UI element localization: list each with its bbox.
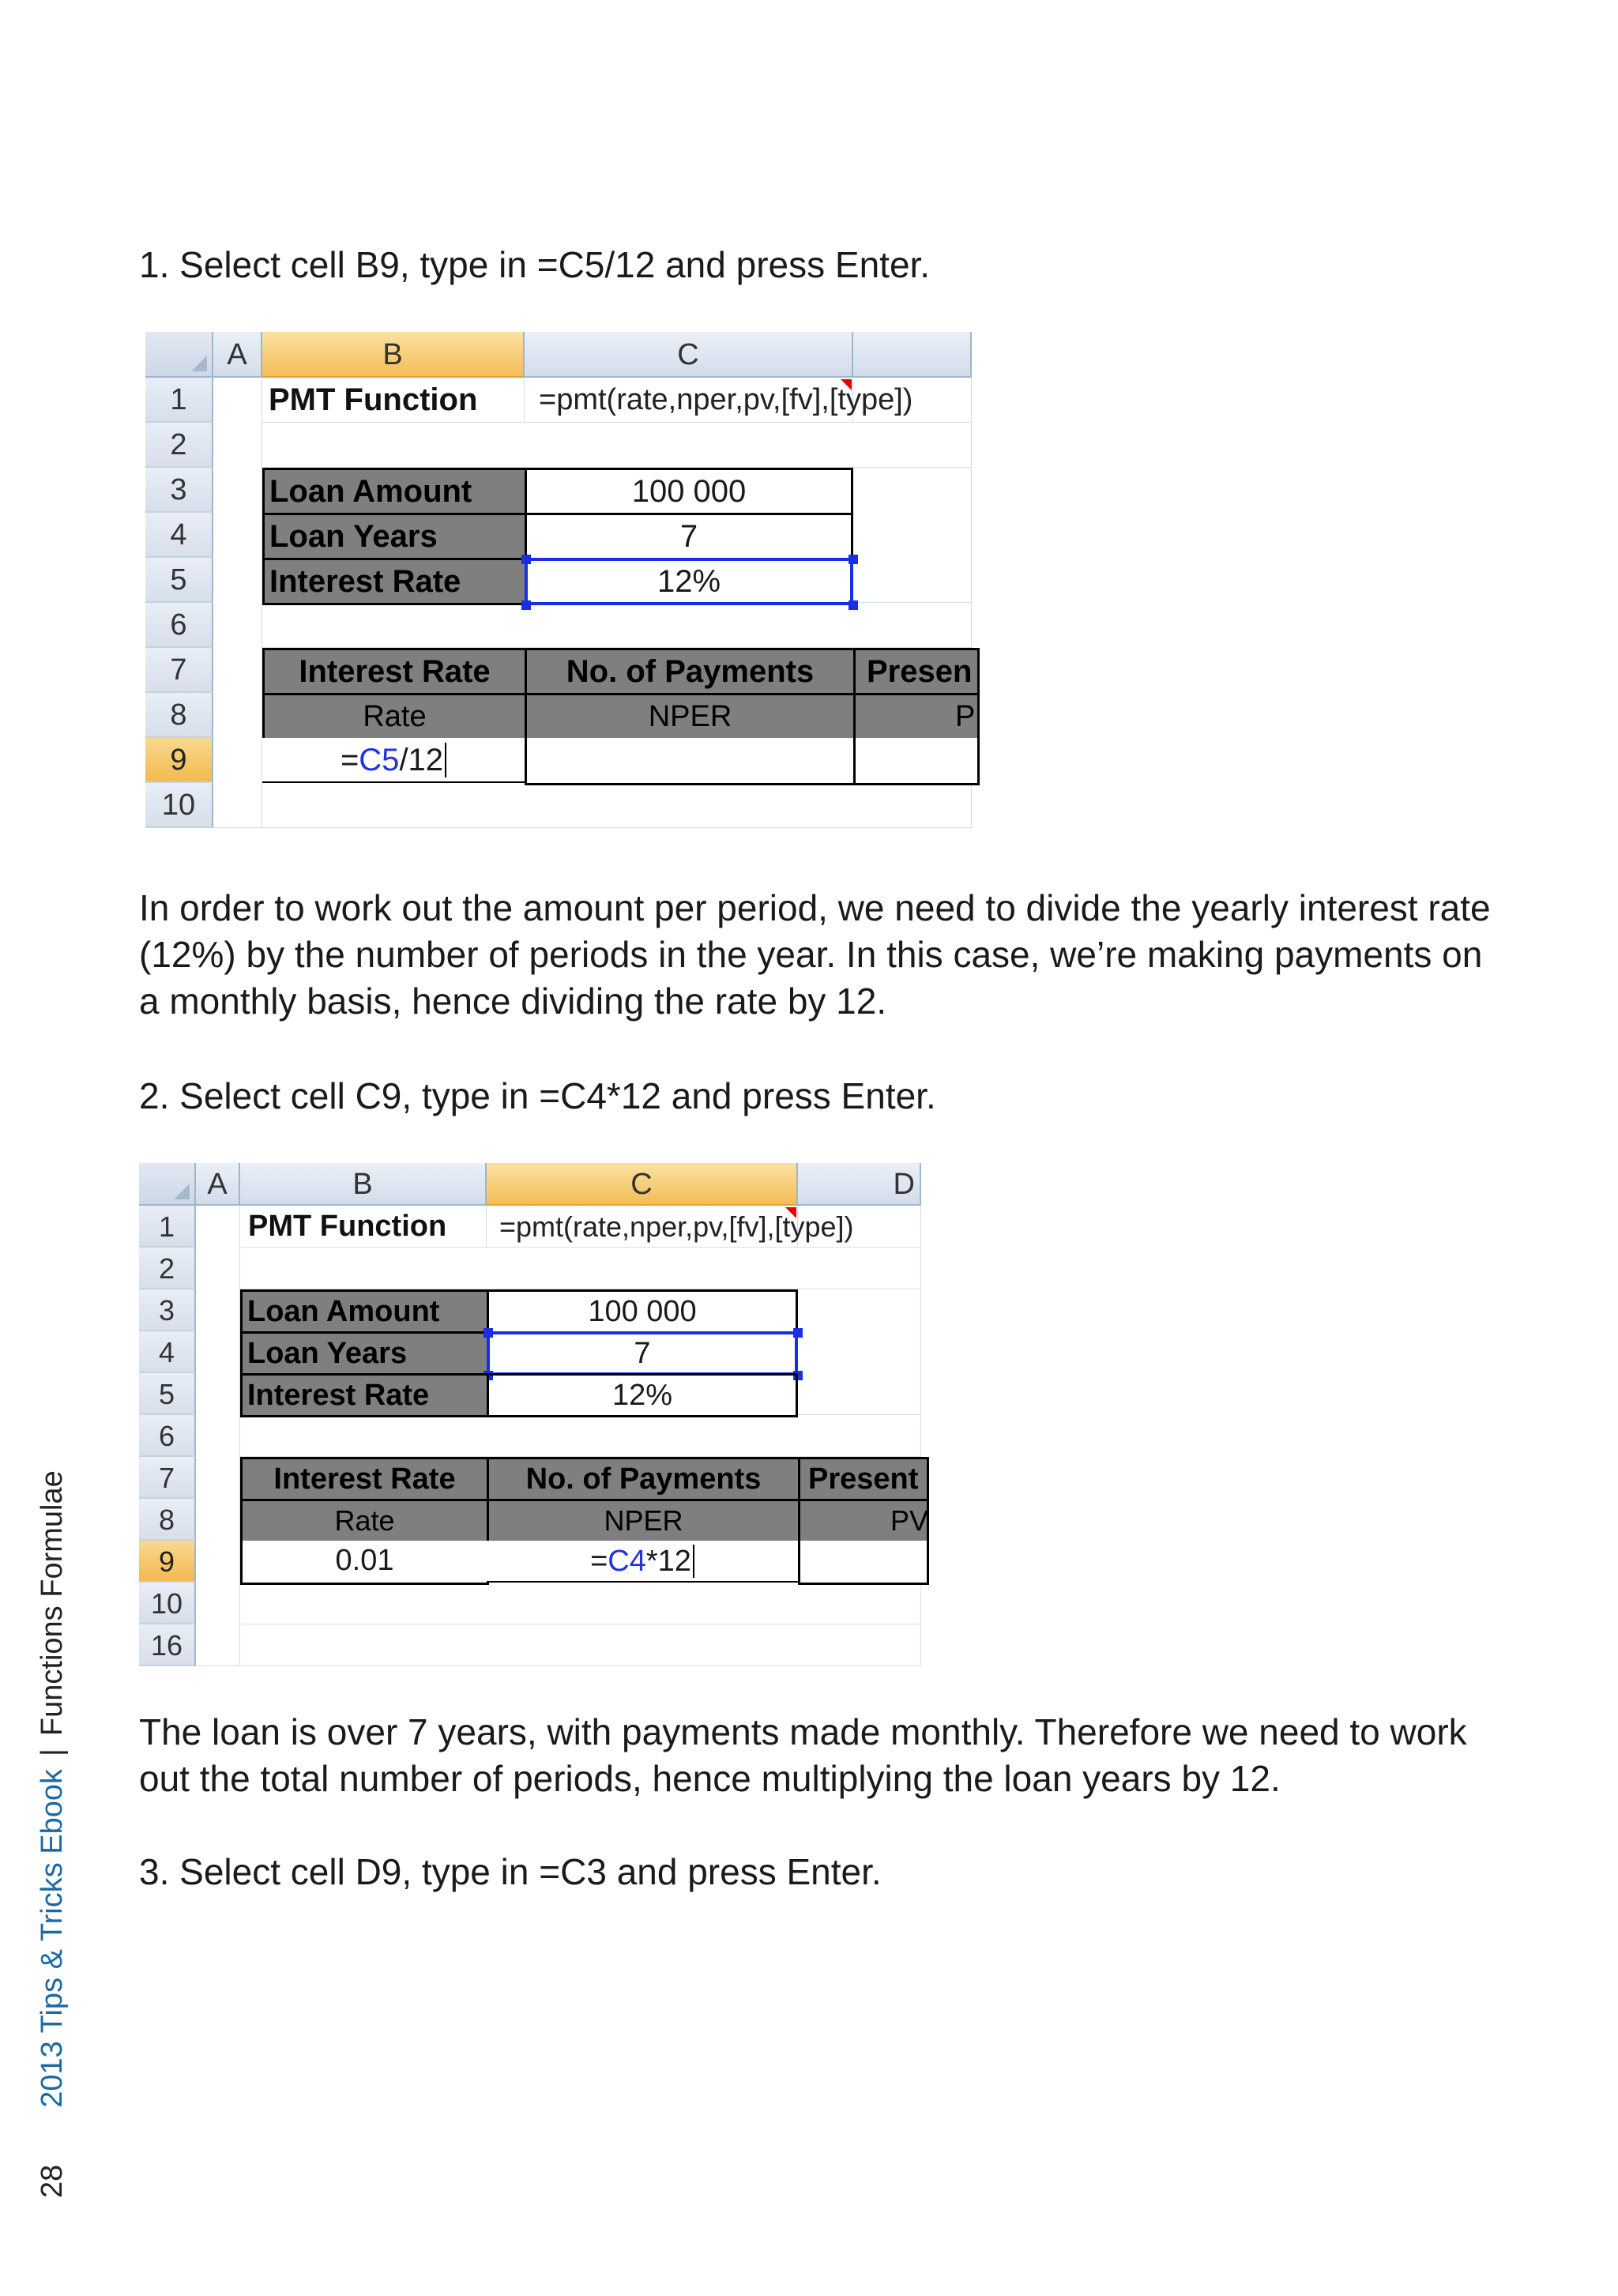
row-header-9[interactable]: 9: [139, 1541, 196, 1583]
cell-c4-referenced[interactable]: 7: [487, 1331, 798, 1376]
formula-equals: =: [340, 743, 359, 777]
cell-b1-text: PMT Function: [248, 1210, 447, 1243]
row-header-16[interactable]: 16: [139, 1624, 196, 1666]
row-header-10[interactable]: 10: [145, 783, 213, 828]
column-header-a[interactable]: A: [196, 1163, 240, 1206]
cell-c3[interactable]: 100 000: [487, 1289, 798, 1334]
ebook-title: 2013 Tips & Tricks Ebook: [36, 1768, 69, 2108]
row-header-9[interactable]: 9: [145, 738, 213, 783]
step-3-instruction: 3. Select cell D9, type in =C3 and press Enter.: [139, 1851, 882, 1892]
cell-d7[interactable]: Presen: [853, 648, 980, 695]
cell-b8[interactable]: Rate: [262, 693, 527, 740]
row-header-7[interactable]: 7: [139, 1457, 196, 1499]
row-header-4[interactable]: 4: [145, 513, 213, 558]
row-header-5[interactable]: 5: [139, 1373, 196, 1415]
row-6-cells[interactable]: [240, 1415, 921, 1457]
formula-equals: =: [590, 1545, 608, 1578]
column-header-b[interactable]: B: [262, 332, 525, 378]
cell-b7[interactable]: Interest Rate: [240, 1457, 489, 1501]
column-header-a[interactable]: A: [213, 332, 262, 378]
sidebar-footer: [35, 1470, 70, 2198]
cell-b9-editing[interactable]: [262, 738, 525, 783]
cell-b4[interactable]: Loan Years: [240, 1331, 489, 1376]
formula-reference: C5: [359, 743, 400, 777]
row-10-cells[interactable]: [262, 783, 972, 828]
column-header-d[interactable]: D: [798, 1163, 921, 1206]
cell-c9[interactable]: [525, 738, 856, 785]
cell-c8[interactable]: NPER: [487, 1499, 800, 1543]
row-header-6[interactable]: 6: [139, 1415, 196, 1457]
select-all-corner[interactable]: [139, 1163, 196, 1206]
cell-b9[interactable]: 0.01: [240, 1541, 489, 1585]
cell-c5[interactable]: 12%: [487, 1373, 798, 1417]
row-header-8[interactable]: 8: [139, 1499, 196, 1541]
cell-d9[interactable]: [798, 1541, 929, 1585]
step-2-instruction: 2. Select cell C9, type in =C4*12 and press Enter.: [139, 1075, 936, 1116]
cell-c7[interactable]: No. of Payments: [487, 1457, 800, 1501]
range-handle-icon[interactable]: [849, 600, 858, 610]
select-all-corner[interactable]: [145, 332, 213, 378]
column-header-d[interactable]: [853, 332, 972, 378]
range-handle-icon[interactable]: [484, 1328, 493, 1338]
cell-d9[interactable]: [853, 738, 980, 785]
cell-c3[interactable]: 100 000: [525, 468, 853, 515]
row-header-3[interactable]: 3: [139, 1289, 196, 1331]
column-header-c[interactable]: C: [487, 1163, 798, 1206]
explanation-paragraph-1: In order to work out the amount per period, we need to divide the yearly interest rate (12%) by the number of periods in the year. In this case, we’re making payments on a monthly basis, hence dividing the rate by 12.: [139, 887, 1491, 1022]
cell-b7[interactable]: Interest Rate: [262, 648, 527, 695]
explanation-paragraph-2: The loan is over 7 years, with payments made monthly. Therefore we need to work out the total number of periods, hence multiplying the loan years by 12.: [139, 1711, 1467, 1799]
row-header-6[interactable]: 6: [145, 603, 213, 648]
cell-b5[interactable]: Interest Rate: [240, 1373, 489, 1417]
row-header-1[interactable]: 1: [145, 378, 213, 423]
cell-d8[interactable]: P: [853, 693, 980, 740]
row-header-8[interactable]: 8: [145, 693, 213, 738]
column-a-cells[interactable]: [213, 378, 262, 828]
column-d-rows-3-5[interactable]: [853, 468, 972, 603]
cell-c7[interactable]: No. of Payments: [525, 648, 856, 695]
row-10-cells[interactable]: [240, 1583, 921, 1624]
column-header-b[interactable]: B: [240, 1163, 487, 1206]
page-number: 28: [36, 2164, 69, 2198]
cell-b3[interactable]: Loan Amount: [240, 1289, 489, 1334]
range-handle-icon[interactable]: [849, 555, 858, 564]
cell-c8[interactable]: NPER: [525, 693, 856, 740]
range-handle-icon[interactable]: [521, 555, 531, 564]
cell-b1-text: PMT Function: [269, 382, 478, 417]
row-header-5[interactable]: 5: [145, 558, 213, 603]
cell-d8[interactable]: PV: [798, 1499, 929, 1543]
cell-b4[interactable]: Loan Years: [262, 513, 527, 560]
row-16-cells[interactable]: [240, 1624, 921, 1666]
row-header-1[interactable]: 1: [139, 1206, 196, 1248]
cell-b5[interactable]: Interest Rate: [262, 558, 527, 605]
formula-reference: C4: [608, 1545, 646, 1578]
row-2-cells[interactable]: [240, 1248, 921, 1289]
section-title: Functions Formulae: [36, 1470, 69, 1737]
range-handle-icon[interactable]: [521, 600, 531, 610]
comment-indicator-icon: [785, 1207, 796, 1218]
cell-c1-formula-hint: =pmt(rate,nper,pv,[fv],[type]): [499, 1210, 854, 1243]
row-header-10[interactable]: 10: [139, 1583, 196, 1624]
row-header-2[interactable]: 2: [139, 1248, 196, 1289]
step-1-instruction: 1. Select cell B9, type in =C5/12 and press Enter.: [139, 244, 931, 285]
cell-b8[interactable]: Rate: [240, 1499, 489, 1543]
column-d-rows-3-5[interactable]: [798, 1289, 921, 1415]
cell-b3[interactable]: Loan Amount: [262, 468, 527, 515]
row-2-cells[interactable]: [262, 423, 972, 468]
row-header-2[interactable]: 2: [145, 423, 213, 468]
cell-c5-referenced[interactable]: 12%: [525, 558, 853, 605]
formula-rest: /12: [399, 743, 444, 777]
spreadsheet-screenshot-2: [139, 1163, 929, 1662]
text-cursor: [693, 1545, 694, 1578]
cell-c9-editing[interactable]: [487, 1541, 798, 1583]
formula-rest: *12: [645, 1545, 691, 1578]
cell-c1-formula-hint: =pmt(rate,nper,pv,[fv],[type]): [539, 383, 913, 416]
row-header-4[interactable]: 4: [139, 1331, 196, 1373]
row-6-cells[interactable]: [262, 603, 972, 648]
column-a-cells[interactable]: [196, 1206, 240, 1666]
comment-indicator-icon: [841, 379, 852, 390]
range-handle-icon[interactable]: [793, 1328, 803, 1338]
spreadsheet-screenshot-1: [145, 332, 976, 830]
row-header-7[interactable]: 7: [145, 648, 213, 693]
cell-c4[interactable]: 7: [525, 513, 853, 560]
column-header-c[interactable]: C: [525, 332, 853, 378]
sidebar-separator: |: [36, 1748, 69, 1756]
cell-d7[interactable]: Present: [798, 1457, 929, 1501]
text-cursor: [445, 743, 446, 777]
row-header-3[interactable]: 3: [145, 468, 213, 513]
